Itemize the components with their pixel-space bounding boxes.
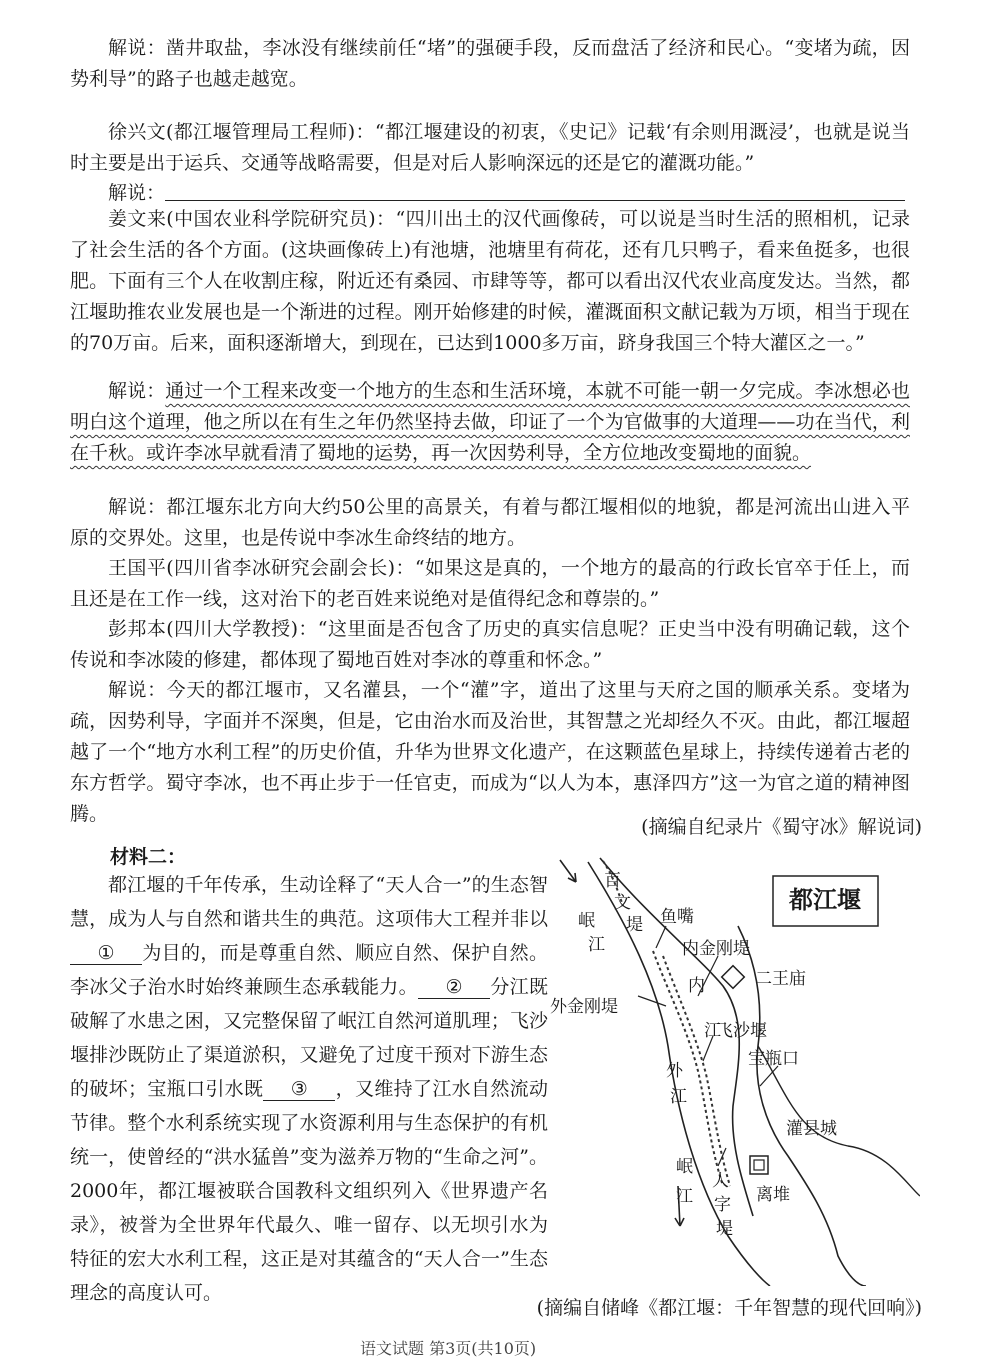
label-neijiang-2: 江 bbox=[704, 1021, 721, 1041]
wavy-underlined-text: 通过一个工程来改变一个地方的生态和生活环境，本就不可能一朝一夕完成。李冰想必也明白这个道理，他之所以在有生之年仍然坚持去做，印证了一个为官做事的大道理——功在当代，利在千秋。或许李冰早就看清了蜀地的运势，再一次因势利导，全方位地改变蜀地的面貌。 bbox=[70, 380, 910, 464]
blank-1[interactable]: ① bbox=[70, 942, 142, 965]
label-feishayan: 飞沙堰 bbox=[716, 1021, 767, 1041]
label-baiwendi-3: 堤 bbox=[626, 915, 643, 935]
narration-label: 解说： bbox=[108, 380, 166, 402]
label-minjiang-top-1: 岷 bbox=[578, 911, 595, 931]
label-minjiang-bottom-2: 江 bbox=[676, 1187, 693, 1207]
label-lidui: 离堆 bbox=[756, 1185, 790, 1205]
page-footer: 语文试题 第3页(共10页) bbox=[360, 1339, 537, 1358]
label-renzidi-1: 人 bbox=[712, 1171, 729, 1191]
label-guanxiancheng: 灌县城 bbox=[786, 1119, 837, 1139]
erwangmiao-icon bbox=[722, 966, 745, 989]
label-baopingkou: 宝瓶口 bbox=[748, 1049, 799, 1069]
blank-3[interactable]: ③ bbox=[263, 1078, 335, 1101]
label-minjiang-top-2: 江 bbox=[588, 935, 605, 955]
m2-seg-1: 都江堰的千年传承，生动诠释了“天人合一”的生态智慧，成为人与自然和谐共生的典范。这项伟大工程并非以 bbox=[70, 874, 548, 930]
paragraph-jiang-wenlai: 姜文来(中国农业科学院研究员)：“四川出土的汉代画像砖，可以说是当时生活的照相机，记录了社会生活的各个方面。(这块画像砖上)有池塘，池塘里有荷花，还有几只鸭子，看来鱼挺多，也很肥。下面有三个人在收割庄稼，附近还有桑园、市肆等等，都可以看出汉代农业高度发达。当然，都江堰助推农业发展也是一个渐进的过程。刚开始修建的时候，灌溉面积文献记载为万顷，相当于现在的70万亩。后来，面积逐渐增大，到现在，已达到1000多万亩，跻身我国三个特大灌区之一。” bbox=[70, 208, 910, 354]
paragraph-peng-bangben: 彭邦本(四川大学教授)：“这里面是否包含了历史的真实信息呢？正史当中没有明确记载，这个传说和李冰陵的修建，都体现了蜀地百姓对李冰的尊重和怀念。” bbox=[70, 618, 910, 671]
paragraph-xu-xingwen: 徐兴文(都江堰管理局工程师)：“都江堰建设的初衷，《史记》记载‘有余则用溉浸’，也就是说当时主要是出于运兵、交通等战略需要，但是对后人影响深远的还是它的灌溉功能。” bbox=[70, 121, 910, 174]
dujiangyan-map bbox=[548, 856, 920, 1286]
map-svg bbox=[548, 856, 920, 1286]
m2-seg-4: ，又维持了江水自然流动节律。整个水利系统实现了水资源利用与生态保护的有机统一，使曾经的“洪水猛兽”变为滋养万物的“生命之河”。2000年，都江堰被联合国教科文组织列入《世界遗产名录》，被誉为全世界年代最久、唯一留存、以无坝引水为特征的宏大水利工程，这正是对其蕴含的“天人合一”生态理念的高度认可。 bbox=[70, 1078, 548, 1304]
label-renzidi-2: 字 bbox=[714, 1195, 731, 1215]
paragraph-narration-gaojingguan: 解说：都江堰东北方向大约50公里的高景关，有着与都江堰相似的地貌，都是河流出山进入平原的交界处。这里，也是传说中李冰生命终结的地方。 bbox=[70, 496, 910, 549]
label-waijiang-2: 江 bbox=[670, 1087, 687, 1107]
label-renzidi-3: 堤 bbox=[716, 1219, 733, 1239]
paragraph-narration-salt: 解说：凿井取盐，李冰没有继续前任“堵”的强硬手段，反而盘活了经济和民心。“变堵为疏，因势利导”的路子也越走越宽。 bbox=[70, 37, 910, 90]
label-waijiang-1: 外 bbox=[666, 1061, 683, 1081]
narration-label: 解说： bbox=[108, 182, 166, 204]
m2-seg-3: 分江既破解了水患之困，又完整保留了岷江自然河道肌理；飞沙堰排沙既防止了渠道淤积，又避免了过度干预对下游生态的破坏；宝瓶口引水既 bbox=[70, 976, 548, 1100]
label-erwangmiao: 二王庙 bbox=[755, 969, 806, 989]
label-neijingangdi: 内金刚堤 bbox=[682, 939, 750, 959]
source-citation-2: (摘编自储峰《都江堰：千年智慧的现代回响》) bbox=[536, 1297, 922, 1319]
label-neijiang-1: 内 bbox=[688, 976, 705, 996]
label-baiwendi-2: 文 bbox=[614, 893, 631, 913]
waijingangdi-leader bbox=[638, 996, 666, 1006]
answer-blank-line bbox=[165, 178, 905, 201]
m2-seg-2: 为目的，而是尊重自然、顺应自然、保护自然。李冰父子治水时始终兼顾生态承载能力。 bbox=[70, 942, 548, 998]
yuzui-leader bbox=[656, 926, 666, 948]
paragraph-narration-wavy bbox=[70, 376, 910, 469]
source-citation-1: (摘编自纪录片《蜀守冰》解说词) bbox=[641, 816, 922, 838]
blank-2[interactable]: ② bbox=[418, 976, 490, 999]
paragraph-wang-guoping: 王国平(四川省李冰研究会副会长)：“如果这是真的，一个地方的最高的行政长官卒于任上，而且还是在工作一线，这对治下的老百姓来说绝对是值得纪念和尊崇的。” bbox=[70, 557, 910, 610]
logo-text: 都江堰 bbox=[789, 885, 861, 914]
material-two-title: 材料二： bbox=[110, 846, 187, 868]
label-minjiang-bottom-1: 岷 bbox=[676, 1157, 693, 1177]
paragraph-narration-guanxian: 解说：今天的都江堰市，又名灌县，一个“灌”字，道出了这里与天府之国的顺承关系。变堵为疏，因势利导，字面并不深奥，但是，它由治水而及治世，其智慧之光却经久不灭。由此，都江堰超越了一个“地方水利工程”的历史价值，升华为世界文化遗产，在这颗蓝色星球上，持续传递着古老的东方哲学。蜀守李冰，也不再止步于一任官吏，而成为“以人为本，惠泽四方”这一为官之道的精神图腾。 bbox=[70, 679, 910, 825]
label-waijingangdi: 外金刚堤 bbox=[550, 997, 618, 1017]
material-two-text bbox=[70, 868, 548, 1310]
lidui-icon-inner bbox=[754, 1160, 764, 1170]
label-baiwendi-1: 百 bbox=[604, 871, 621, 891]
label-yuzui: 鱼嘴 bbox=[660, 907, 694, 927]
lidui-icon bbox=[750, 1156, 768, 1174]
